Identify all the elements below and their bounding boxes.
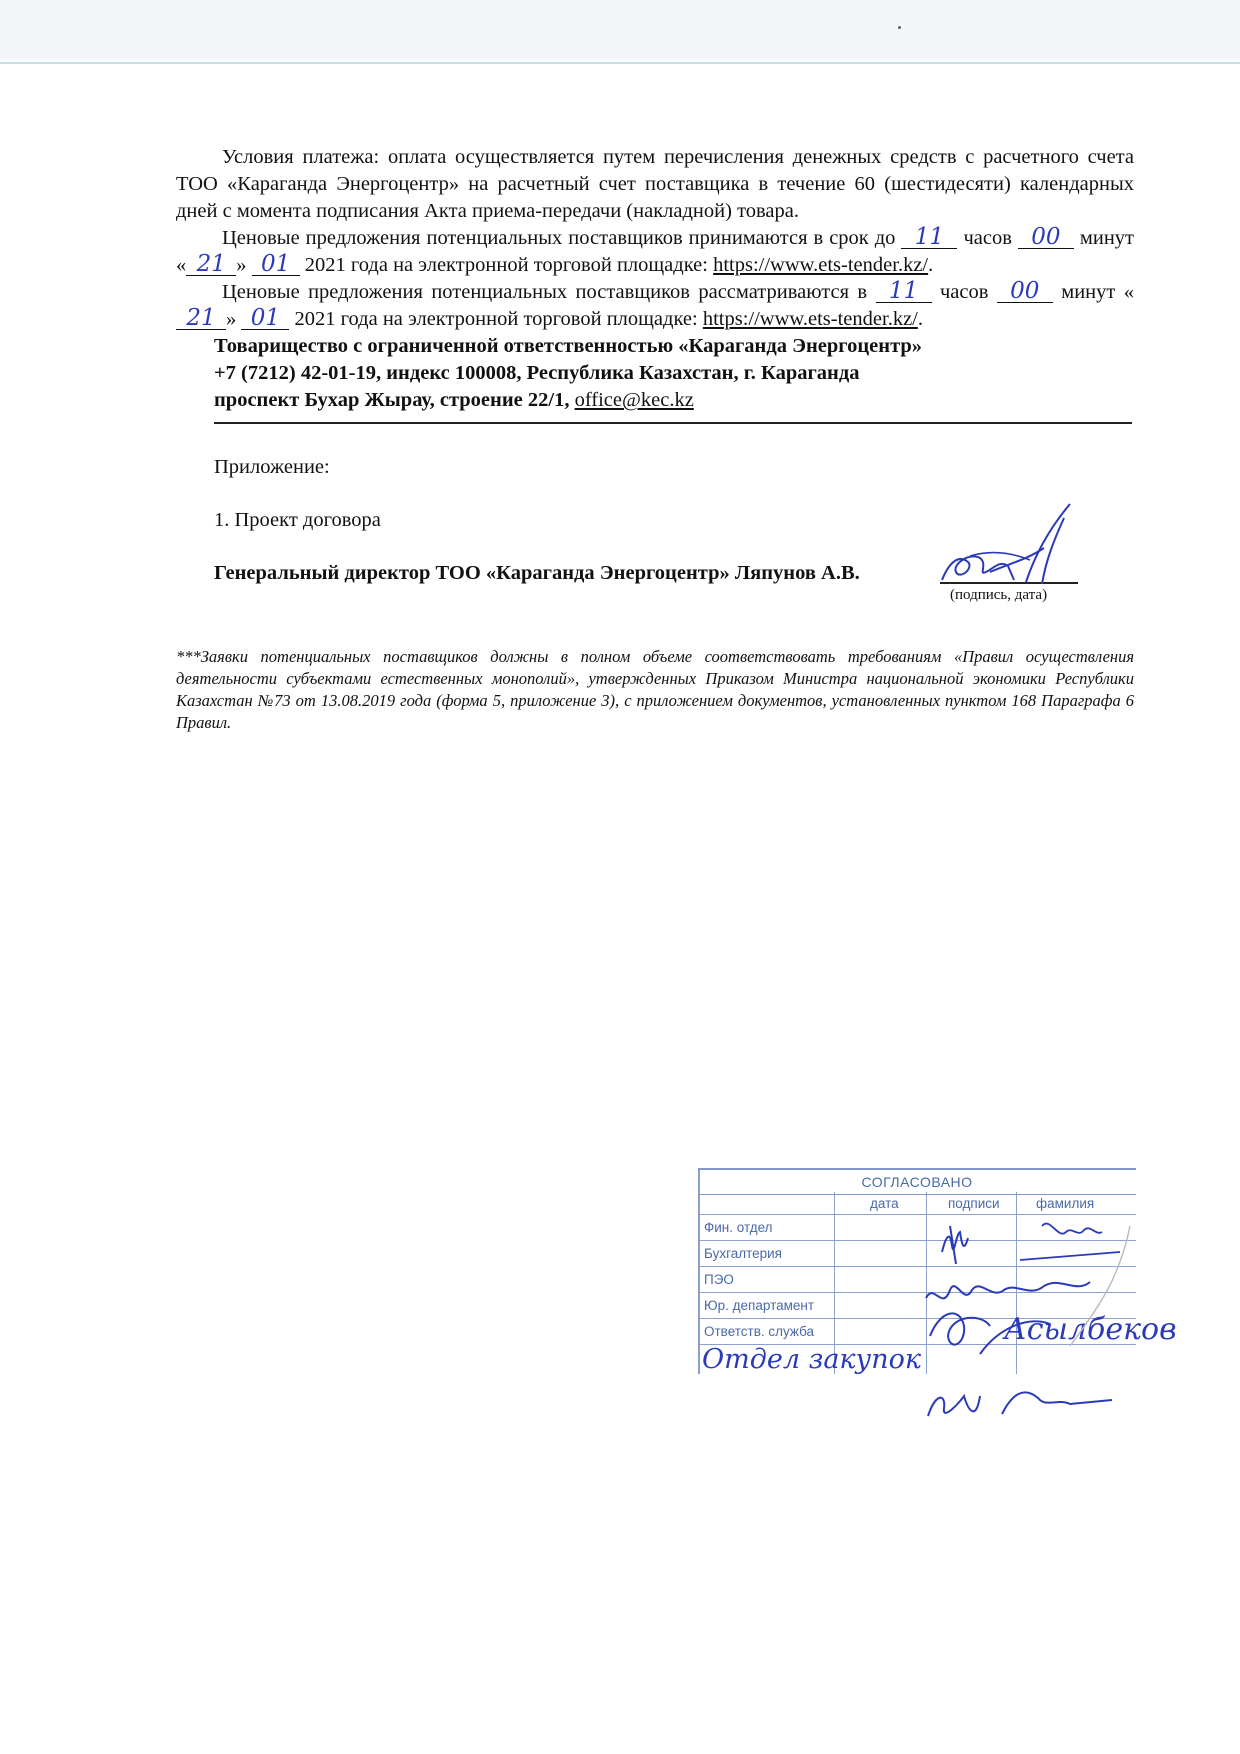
payment-terms-paragraph: Условия платежа: оплата осуществляется путем перечисления денежных средств с расчетного счета ТОО «Караганда Энергоцентр» на расчетный счет поставщика в течение 60 (шестидесяти) календарных дней с момента подписания Акта приема-передачи (накладной) товара. bbox=[176, 146, 1134, 222]
review-hour-handwritten: 11 bbox=[876, 280, 932, 303]
stamp-row-label: Бухгалтерия bbox=[704, 1246, 782, 1261]
scan-top-rule bbox=[0, 62, 1240, 64]
acceptance-text: Ценовые предложения потенциальных поставщиков принимаются в срок до bbox=[222, 227, 896, 249]
acceptance-tail: . bbox=[928, 254, 934, 276]
stamp-col-date: дата bbox=[870, 1196, 899, 1211]
review-paragraph bbox=[176, 279, 1134, 333]
stamp-handwritten-department: Отдел закупок bbox=[702, 1344, 921, 1375]
director-title: Генеральный директор ТОО «Караганда Энергоцентр» Ляпунов А.В. bbox=[214, 562, 860, 584]
stamp-handwritten-name: Асылбеков bbox=[1004, 1312, 1177, 1347]
appendix-heading: Приложение: bbox=[214, 456, 330, 478]
acceptance-day-handwritten: 21 bbox=[186, 253, 236, 276]
stamp-row-label: ПЭО bbox=[704, 1272, 734, 1287]
review-month-sep: » bbox=[226, 308, 237, 330]
review-minutes-word: минут « bbox=[1061, 281, 1135, 303]
acceptance-minutes-handwritten: 00 bbox=[1018, 226, 1074, 249]
signature-caption: (подпись, дата) bbox=[950, 587, 1048, 603]
acceptance-hour-handwritten: 11 bbox=[901, 226, 957, 249]
stamp-col-signatures: подписи bbox=[948, 1196, 1000, 1211]
scan-speck bbox=[898, 26, 901, 29]
appendix-item: 1. Проект договора bbox=[214, 509, 381, 531]
acceptance-ets-link[interactable]: https://www.ets-tender.kz/ bbox=[713, 254, 929, 276]
acceptance-minutes-word: минут « bbox=[176, 227, 1134, 276]
acceptance-year-text: 2021 года на электронной торговой площадке: bbox=[304, 254, 708, 276]
review-tail: . bbox=[917, 308, 923, 330]
review-hours-word: часов bbox=[939, 281, 989, 303]
approval-signatures bbox=[920, 1186, 1140, 1426]
stamp-row-label: Юр. департамент bbox=[704, 1298, 815, 1313]
acceptance-hours-word: часов bbox=[963, 227, 1012, 249]
organization-address: проспект Бухар Жырау, строение 22/1, bbox=[214, 389, 570, 411]
organization-email-link[interactable]: office@kec.kz bbox=[574, 389, 694, 411]
stamp-row-label: Фин. отдел bbox=[704, 1220, 773, 1235]
footnote: ***Заявки потенциальных поставщиков должны в полном объеме соответствовать требованиям «Правил осуществления деятельности субъектами естественных монополий», утвержденных Приказом Министра национальной экономики Республики Казахстан №73 от 13.08.2019 года (форма 5, приложение 3), с приложением документов, установленных пунктом 168 Параграфа 6 Правил. bbox=[176, 647, 1134, 732]
review-text: Ценовые предложения потенциальных поставщиков рассматриваются в bbox=[222, 281, 868, 303]
stamp-row-label: Ответств. служба bbox=[704, 1324, 815, 1339]
review-day-handwritten: 21 bbox=[176, 307, 226, 330]
acceptance-month-sep: » bbox=[236, 254, 247, 276]
stamp-title: СОГЛАСОВАНО bbox=[698, 1168, 1136, 1195]
review-month-handwritten: 01 bbox=[241, 307, 289, 330]
review-ets-link[interactable]: https://www.ets-tender.kz/ bbox=[702, 308, 918, 330]
stamp-col-surname: фамилия bbox=[1036, 1196, 1095, 1211]
organization-address-line bbox=[214, 387, 1134, 414]
organization-name: Товарищество с ограниченной ответственностью «Караганда Энергоцентр» bbox=[214, 335, 923, 357]
acceptance-paragraph bbox=[176, 225, 1134, 279]
review-minutes-handwritten: 00 bbox=[997, 280, 1053, 303]
acceptance-month-handwritten: 01 bbox=[252, 253, 300, 276]
review-year-text: 2021 года на электронной торговой площадке: bbox=[294, 308, 698, 330]
organization-contacts: +7 (7212) 42-01-19, индекс 100008, Республика Казахстан, г. Караганда bbox=[214, 362, 860, 384]
separator-line bbox=[214, 422, 1132, 424]
director-signature bbox=[930, 500, 1080, 590]
